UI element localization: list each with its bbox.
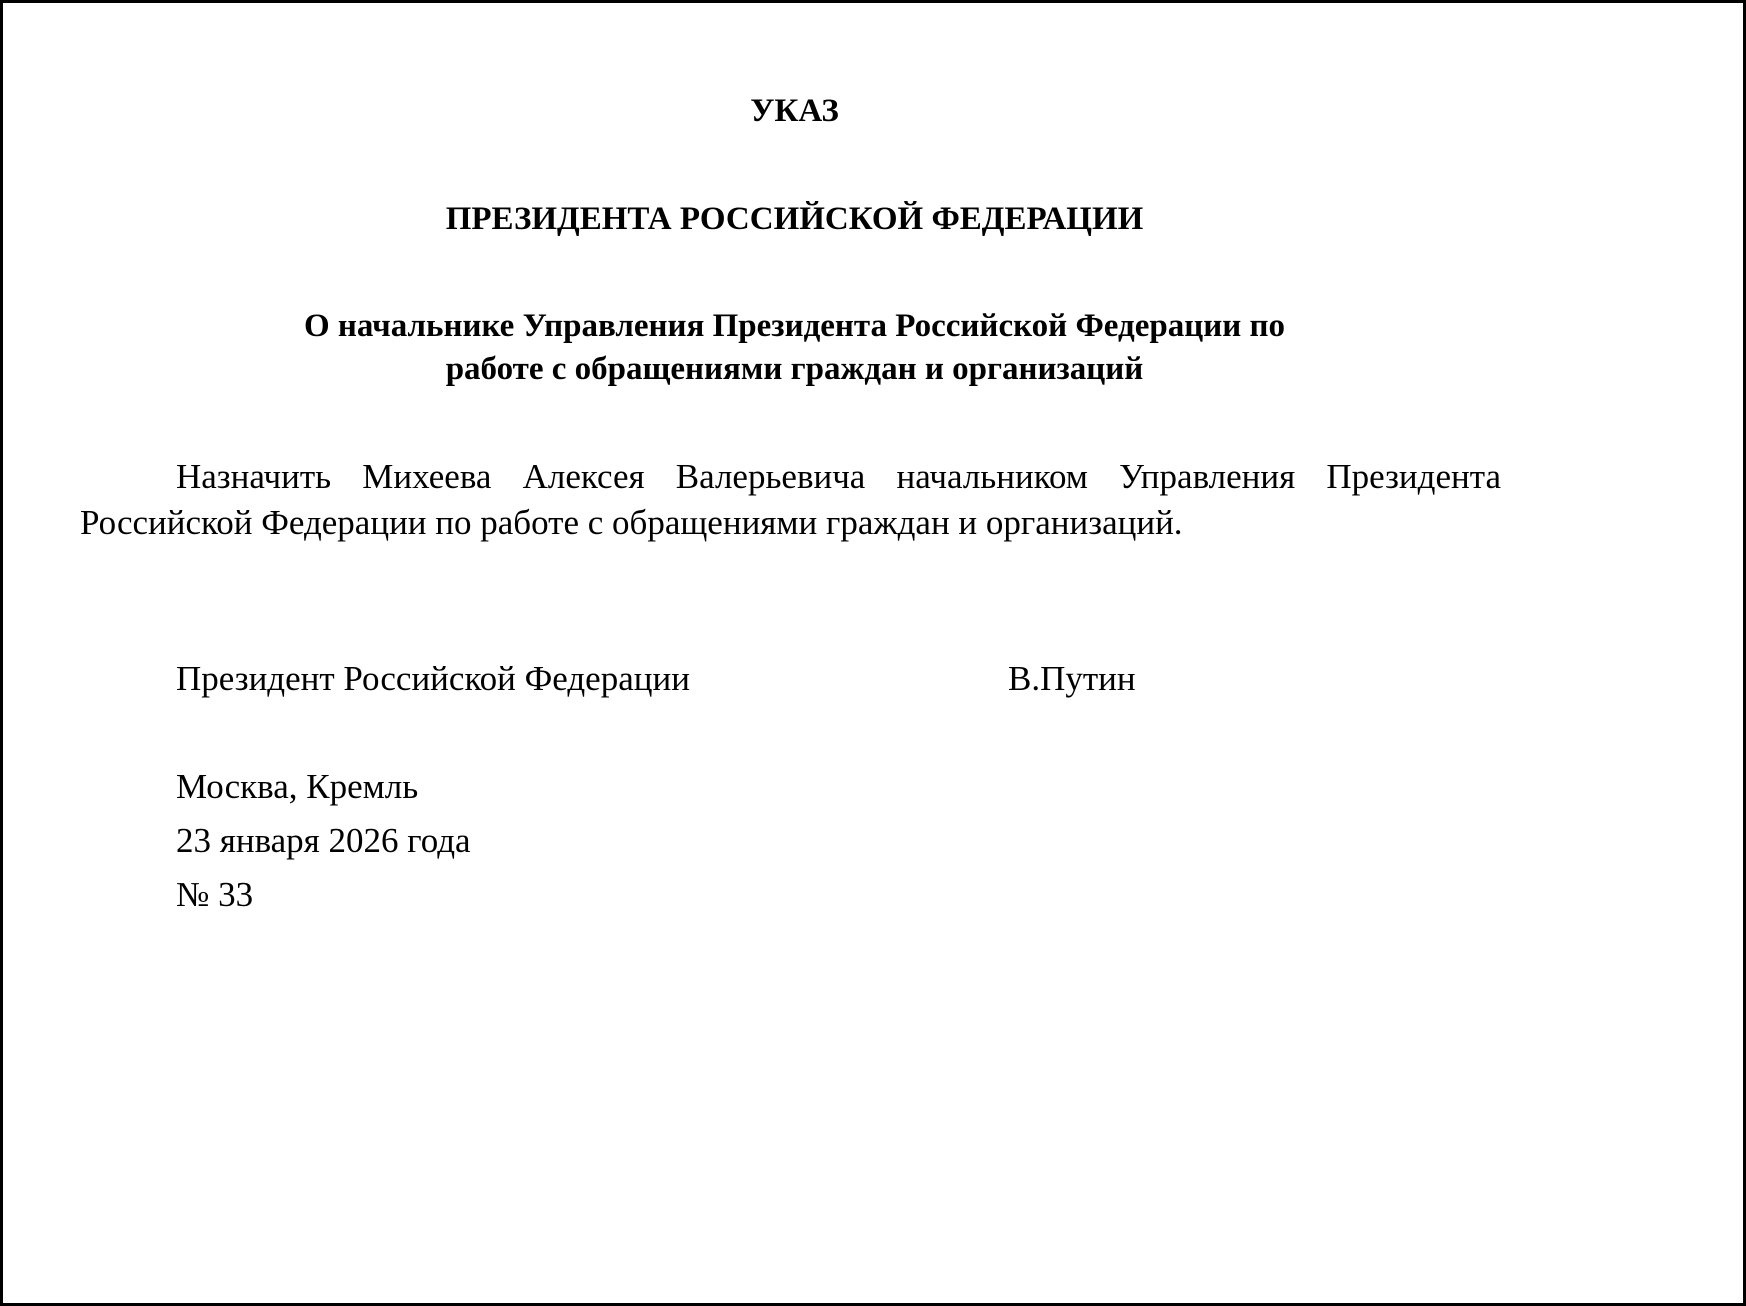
document-title: УКАЗ (750, 93, 839, 129)
subject-line-1: О начальнике Управления Президента Российской Федерации по (303, 308, 1285, 344)
body-line-2: Российской Федерации по работе с обращениями граждан и организаций. (80, 503, 1183, 542)
footer-place: Москва, Кремль (176, 767, 419, 806)
signature-name: В.Путин (1008, 659, 1136, 698)
document-issuer: ПРЕЗИДЕНТА РОССИЙСКОЙ ФЕДЕРАЦИИ (445, 201, 1144, 237)
body-line-1: Назначить Михеева Алексея Валерьевича начальником Управления Президента (176, 457, 1501, 496)
subject-line-2: работе с обращениями граждан и организаций (445, 351, 1144, 387)
footer-number: № 33 (176, 875, 254, 914)
footer-date: 23 января 2026 года (176, 821, 471, 860)
signature-position: Президент Российской Федерации (176, 659, 690, 698)
